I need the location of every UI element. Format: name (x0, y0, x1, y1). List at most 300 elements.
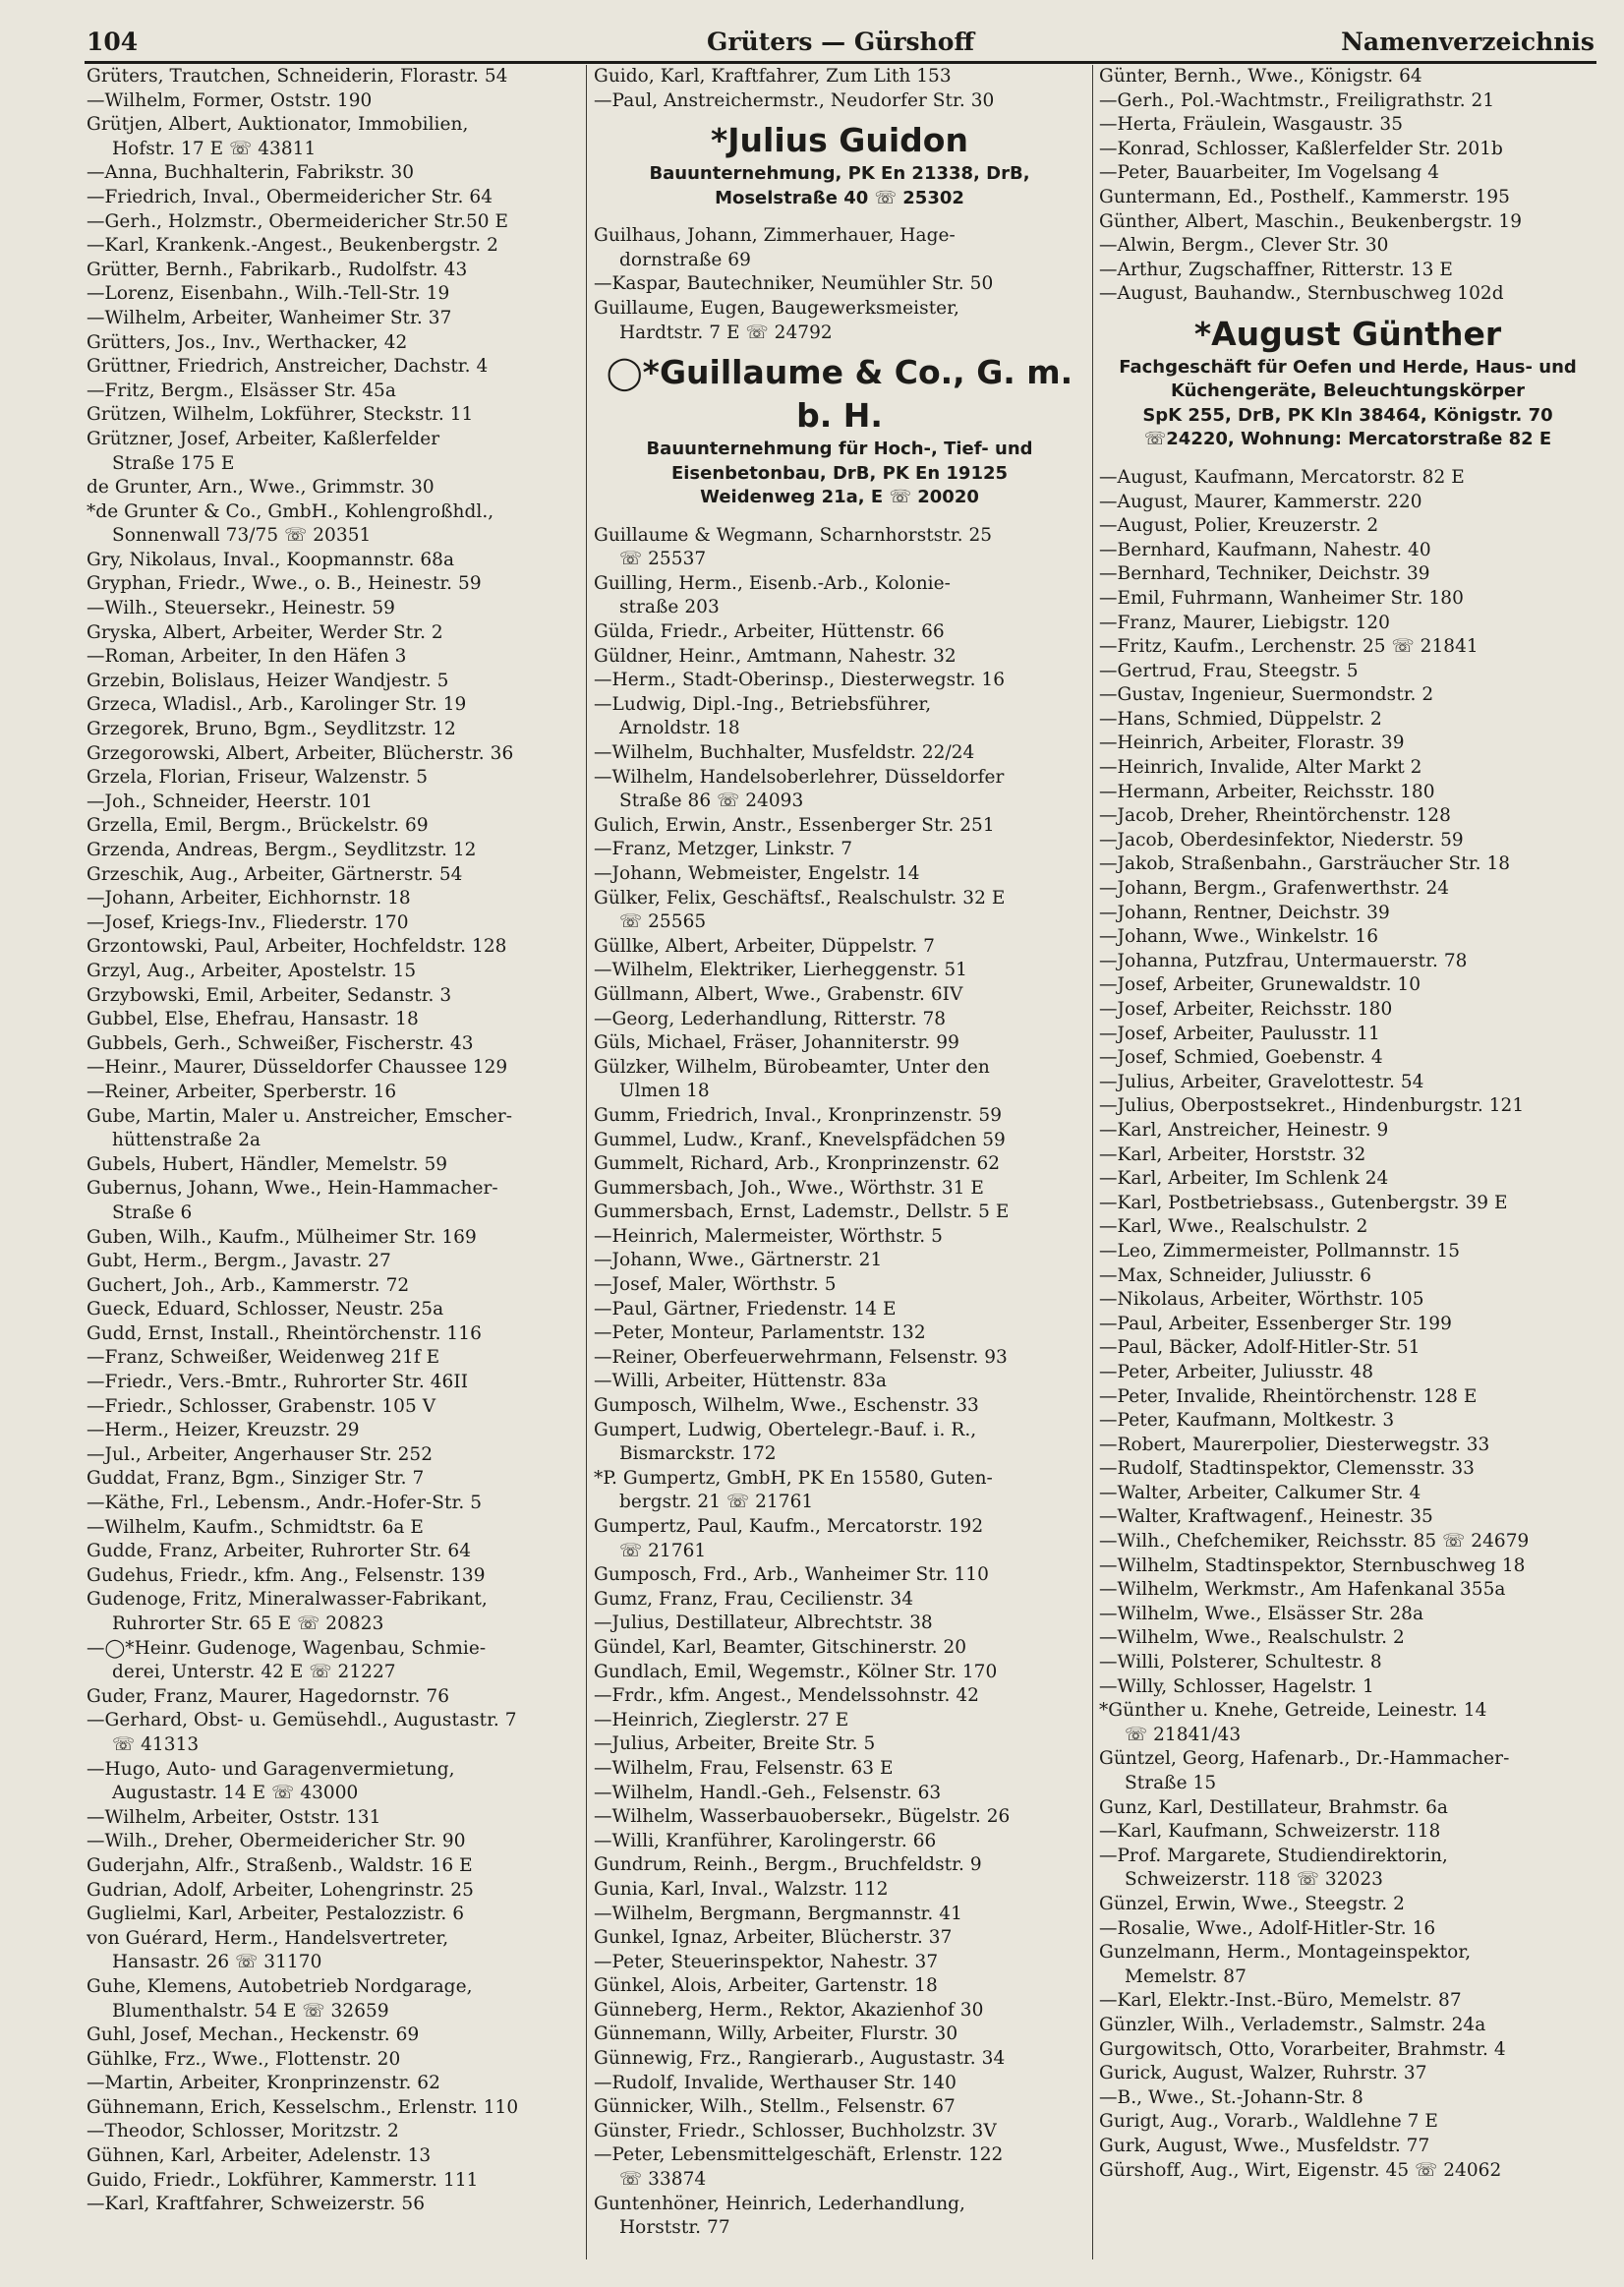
entry-line: —◯*Heinr. Gudenoge, Wagenbau, Schmie- (87, 1637, 487, 1659)
entry-line: —Paul, Arbeiter, Essenberger Str. 199 (1099, 1313, 1452, 1334)
directory-entry (594, 2193, 1085, 2241)
entry-line: —Georg, Lederhandlung, Ritterstr. 78 (594, 1008, 947, 1029)
directory-entry (1099, 1215, 1596, 1240)
entry-line: Grzegorowski, Albert, Arbeiter, Blücherstr. 36 (87, 742, 514, 764)
directory-entry (87, 645, 578, 670)
entry-line: —Wilhelm, Former, Oststr. 190 (87, 89, 373, 111)
entry-line: —Wilhelm, Handl.-Geh., Felsenstr. 63 (594, 1782, 942, 1803)
entry-line: —Karl, Wwe., Realschulstr. 2 (1099, 1216, 1368, 1238)
directory-entry (1099, 89, 1596, 114)
entry-line: Günther, Albert, Maschin., Beukenbergstr. 19 (1099, 210, 1523, 232)
directory-entry (1099, 829, 1596, 853)
directory-entry (87, 887, 578, 911)
directory-entry (1099, 1071, 1596, 1095)
directory-entry (1099, 1917, 1596, 1942)
entry-continuation: Straße 86 ☏ 24093 (619, 791, 804, 812)
advertisement (594, 113, 1085, 224)
entry-line: —Wilhelm, Kaufm., Schmidtstr. 6a E (87, 1516, 424, 1538)
entry-line: *de Grunter & Co., GmbH., Kohlengroßhdl., (87, 500, 494, 522)
directory-entry (87, 766, 578, 791)
directory-entry (594, 524, 1085, 572)
directory-entry (1099, 491, 1596, 515)
directory-entry (1099, 1530, 1596, 1554)
directory-entry (1099, 2062, 1596, 2086)
directory-entry (87, 693, 578, 718)
directory-entry (1099, 756, 1596, 781)
directory-entry (594, 814, 1085, 839)
directory-entry (594, 1273, 1085, 1298)
entry-line: Grzella, Emil, Bergm., Brückelstr. 69 (87, 815, 429, 837)
entry-line: —Martin, Arbeiter, Kronprinzenstr. 62 (87, 2073, 440, 2094)
entry-line: Guchert, Joh., Arb., Kammerstr. 72 (87, 1274, 410, 1296)
directory-entry (594, 1588, 1085, 1613)
entry-line: Guhe, Klemens, Autobetrieb Nordgarage, (87, 1975, 473, 1997)
entry-continuation: Straße 175 E (112, 452, 235, 474)
entry-line: —Gerh., Pol.-Wachtmstr., Freiligrathstr. 21 (1099, 89, 1495, 111)
directory-entry (594, 297, 1085, 345)
directory-entry (1099, 1336, 1596, 1361)
directory-entry (1099, 1747, 1596, 1795)
entry-line: Grzyl, Aug., Arbeiter, Apostelstr. 15 (87, 960, 417, 981)
entry-line: —Josef, Kriegs-Inv., Fliederstr. 170 (87, 911, 409, 933)
entry-line: Gubernus, Johann, Wwe., Hein-Hammacher- (87, 1178, 498, 1200)
directory-entry (87, 1322, 578, 1347)
entry-line: Günzel, Erwin, Wwe., Steegstr. 2 (1099, 1893, 1405, 1914)
entry-line: Grzenda, Andreas, Bergm., Seydlitzstr. 12 (87, 840, 477, 860)
directory-entry (1099, 2110, 1596, 2135)
directory-entry (87, 1250, 578, 1274)
entry-line: —Heinrich, Invalide, Alter Markt 2 (1099, 757, 1422, 779)
directory-entry (1099, 1482, 1596, 1506)
directory-entry (594, 1225, 1085, 1250)
entry-line: —Herm., Stadt-Oberinsp., Diesterwegstr. 16 (594, 670, 1006, 691)
entry-continuation: Ruhrorter Str. 65 E ☏ 20823 (112, 1613, 384, 1634)
column-2 (594, 65, 1085, 2277)
entry-line: —Johanna, Putzfrau, Untermauerstr. 78 (1099, 950, 1468, 971)
entry-line: —Karl, Krankenk.-Angest., Beukenbergstr. 2 (87, 235, 498, 257)
entry-line: —Wilh., Chefchemiker, Reichsstr. 85 ☏ 24679 (1099, 1531, 1530, 1553)
entry-line: Gurgowitsch, Otto, Vorarbeiter, Brahmstr. 4 (1099, 2038, 1506, 2060)
entry-line: Gryphan, Friedr., Wwe., o. B., Heinestr. 59 (87, 573, 482, 595)
advertisement-line: Fachgeschäft für Oefen und Herde, Haus- und (1119, 356, 1577, 378)
entry-line: —Herta, Fräulein, Wasgaustr. 35 (1099, 114, 1404, 136)
entry-line: —Wilhelm, Wwe., Realschulstr. 2 (1099, 1627, 1405, 1649)
advertisement-line: Eisenbetonbau, DrB, PK En 19125 (670, 462, 1009, 484)
entry-line: —Käthe, Frl., Lebensm., Andr.-Hofer-Str. 5 (87, 1493, 483, 1514)
directory-entry (87, 1371, 578, 1395)
entry-line: —Karl, Postbetriebsass., Gutenbergstr. 39 E (1099, 1192, 1508, 1213)
entry-line: —Wilhelm, Bergmann, Bergmannstr. 41 (594, 1903, 962, 1924)
entry-line: —Willy, Schlosser, Hagelstr. 1 (1099, 1675, 1374, 1697)
entry-line: —Gerh., Holzmstr., Obermeidericher Str.50 E (87, 210, 509, 232)
entry-line: —Franz, Maurer, Liebigstr. 120 (1099, 612, 1390, 633)
entry-line: —Heinr., Maurer, Düsseldorfer Chaussee 129 (87, 1057, 508, 1079)
entry-continuation: Blumenthalstr. 54 E ☏ 32659 (112, 2000, 389, 2022)
directory-entry (87, 1637, 578, 1685)
name-range: Grüters — Gürshoff (707, 28, 974, 56)
directory-entry (594, 1346, 1085, 1371)
directory-entry (1099, 1626, 1596, 1651)
entry-line: Guilling, Herm., Eisenb.-Arb., Kolonie- (594, 572, 951, 594)
entry-line: —Friedrich, Inval., Obermeidericher Str. 64 (87, 186, 493, 207)
entry-continuation: Hansastr. 26 ☏ 31170 (112, 1952, 322, 1973)
directory-entry (594, 983, 1085, 1008)
entry-line: —B., Wwe., St.-Johann-Str. 8 (1099, 2086, 1363, 2108)
directory-entry (594, 1684, 1085, 1709)
advertisement-line: Bauunternehmung, PK En 21338, DrB, (649, 163, 1030, 185)
directory-entry (87, 1443, 578, 1468)
entry-line: —Leo, Zimmermeister, Pollmannstr. 15 (1099, 1240, 1461, 1261)
entry-line: —Johann, Bergm., Grafenwerthstr. 24 (1099, 878, 1450, 900)
entry-line: Gumpert, Ludwig, Obertelegr.-Bauf. i. R., (594, 1419, 977, 1440)
entry-continuation: ☏ 41313 (112, 1733, 200, 1755)
directory-entry (1099, 781, 1596, 805)
directory-entry (87, 718, 578, 742)
directory-entry (594, 2120, 1085, 2144)
directory-entry (1099, 635, 1596, 660)
directory-entry (87, 2193, 578, 2217)
directory-entry (87, 1467, 578, 1492)
directory-entry (87, 1056, 578, 1081)
entry-line: —Jacob, Dreher, Rheintörchenstr. 128 (1099, 805, 1451, 827)
directory-entry (594, 1757, 1085, 1782)
entry-line: —Josef, Arbeiter, Grunewaldstr. 10 (1099, 974, 1421, 996)
directory-entry (594, 1370, 1085, 1394)
directory-entry (87, 1395, 578, 1420)
directory-entry (1099, 1578, 1596, 1603)
entry-line: —Frdr., kfm. Angest., Mendelssohnstr. 42 (594, 1685, 979, 1707)
entry-line: —Alwin, Bergm., Clever Str. 30 (1099, 235, 1389, 257)
directory-entry (1099, 1167, 1596, 1192)
directory-entry (594, 741, 1085, 766)
directory-entry (87, 911, 578, 936)
entry-continuation: hüttenstraße 2a (112, 1130, 261, 1151)
directory-entry (87, 113, 578, 161)
entry-line: Gummel, Ludw., Kranf., Knevelspfädchen 59 (594, 1129, 1006, 1150)
directory-entry (1099, 1603, 1596, 1627)
directory-entry (594, 1177, 1085, 1202)
entry-line: Grzegorek, Bruno, Bgm., Seydlitzstr. 12 (87, 719, 456, 740)
entry-line: —Wilh., Dreher, Obermeidericher Str. 90 (87, 1831, 466, 1852)
directory-entry (594, 620, 1085, 645)
entry-line: Günneberg, Herm., Rektor, Akazienhof 30 (594, 1999, 984, 2021)
directory-entry (1099, 539, 1596, 563)
directory-entry (1099, 950, 1596, 974)
directory-entry (87, 1081, 578, 1105)
directory-entry (594, 1951, 1085, 1975)
directory-entry (1099, 1240, 1596, 1264)
directory-entry (1099, 973, 1596, 998)
entry-line: —Wilh., Steuersekr., Heinestr. 59 (87, 598, 395, 619)
directory-entry (1099, 1796, 1596, 1821)
advertisement-line: SpK 255, DrB, PK Kln 38464, Königstr. 70 (1142, 404, 1553, 426)
directory-entry (594, 1878, 1085, 1903)
directory-entry (87, 1975, 578, 2023)
directory-entry (87, 1153, 578, 1178)
directory-entry (87, 1492, 578, 1516)
directory-entry (1099, 1651, 1596, 1675)
advertisement-name: *Julius Guidon (711, 121, 968, 160)
directory-entry (1099, 1288, 1596, 1313)
directory-entry (87, 428, 578, 476)
entry-line: —Rudolf, Stadtinspektor, Clemensstr. 33 (1099, 1458, 1475, 1480)
entry-continuation: ☏ 21841/43 (1125, 1724, 1242, 1745)
directory-entry (594, 1732, 1085, 1757)
directory-entry (594, 1709, 1085, 1733)
entry-line: —Johann, Wwe., Gärtnerstr. 21 (594, 1250, 883, 1271)
column-divider (586, 65, 587, 2259)
entry-line: Gubels, Hubert, Händler, Memelstr. 59 (87, 1153, 448, 1175)
entry-line: —August, Kaufmann, Mercatorstr. 82 E (1099, 466, 1465, 488)
entry-line: —Bernhard, Kaufmann, Nahestr. 40 (1099, 539, 1431, 560)
directory-entry (594, 1298, 1085, 1322)
entry-line: —Hans, Schmied, Düppelstr. 2 (1099, 708, 1382, 730)
entry-line: —Walter, Kraftwagenf., Heinestr. 35 (1099, 1506, 1433, 1528)
directory-entry (87, 500, 578, 549)
entry-line: Günter, Bernh., Wwe., Königstr. 64 (1099, 66, 1422, 87)
directory-entry (594, 1056, 1085, 1104)
entry-line: —Karl, Arbeiter, Horststr. 32 (1099, 1144, 1366, 1165)
entry-line: Güls, Michael, Fräser, Johanniterstr. 99 (594, 1032, 959, 1054)
entry-line: —Konrad, Schlosser, Kaßlerfelder Str. 201b (1099, 138, 1503, 159)
entry-line: —Julius, Destillateur, Albrechtstr. 38 (594, 1613, 933, 1634)
directory-entry (87, 331, 578, 356)
entry-line: Gurk, August, Wwe., Musfeldstr. 77 (1099, 2135, 1430, 2156)
entry-line: —Peter, Steuerinspektor, Nahestr. 37 (594, 1951, 939, 1972)
directory-entry (594, 645, 1085, 670)
entry-line: —Jakob, Straßenbahn., Garsträucher Str. 18 (1099, 853, 1511, 875)
entry-line: Günnemann, Willy, Arbeiter, Flurstr. 30 (594, 2023, 958, 2045)
directory-entry (594, 1636, 1085, 1661)
directory-entry (1099, 1457, 1596, 1482)
entry-line: —Karl, Anstreicher, Heinestr. 9 (1099, 1119, 1389, 1141)
entry-line: —August, Polier, Kreuzerstr. 2 (1099, 515, 1379, 537)
entry-line: Grzontowski, Paul, Arbeiter, Hochfeldstr. 128 (87, 936, 507, 958)
entry-line: —Willi, Kranführer, Karolingerstr. 66 (594, 1830, 937, 1851)
entry-line: —Paul, Gärtner, Friedenstr. 14 E (594, 1298, 897, 1319)
directory-entry (594, 935, 1085, 960)
directory-entry (1099, 1264, 1596, 1289)
directory-entry (87, 1032, 578, 1057)
entry-line: Grützen, Wilhelm, Lokführer, Steckstr. 11 (87, 404, 474, 426)
page-header (87, 28, 1595, 63)
entry-line: —Josef, Arbeiter, Reichsstr. 180 (1099, 999, 1393, 1020)
directory-entry (87, 814, 578, 839)
directory-entry (87, 572, 578, 597)
directory-entry (594, 572, 1085, 620)
entry-line: —Peter, Bauarbeiter, Im Vogelsang 4 (1099, 162, 1440, 184)
entry-continuation: Straße 15 (1125, 1773, 1217, 1793)
directory-entry (1099, 925, 1596, 950)
entry-line: Grzybowski, Emil, Arbeiter, Sedanstr. 3 (87, 984, 452, 1006)
directory-entry (594, 1419, 1085, 1467)
entry-line: —Wilhelm, Wasserbauobersekr., Bügelstr. 26 (594, 1806, 1011, 1828)
entry-line: Guglielmi, Karl, Arbeiter, Pestalozzistr. 6 (87, 1904, 465, 1925)
entry-line: —Gerhard, Obst- u. Gemüsehdl., Augustastr. 7 (87, 1710, 517, 1731)
directory-entry (594, 2072, 1085, 2096)
entry-continuation: Horststr. 77 (619, 2217, 730, 2239)
directory-entry (594, 224, 1085, 272)
directory-entry (1099, 998, 1596, 1023)
entry-line: Gudrian, Adolf, Arbeiter, Lohengrinstr. 25 (87, 1879, 474, 1901)
directory-entry (1099, 1409, 1596, 1434)
entry-line: Gumpertz, Paul, Kaufm., Mercatorstr. 192 (594, 1516, 984, 1537)
entry-line: —Peter, Kaufmann, Moltkestr. 3 (1099, 1410, 1395, 1432)
entry-line: —Nikolaus, Arbeiter, Wörthstr. 105 (1099, 1289, 1424, 1311)
advertisement (1099, 307, 1596, 466)
directory-entry (87, 2169, 578, 2194)
entry-line: Gry, Nikolaus, Inval., Koopmannstr. 68a (87, 549, 455, 570)
entry-line: —Reiner, Arbeiter, Sperberstr. 16 (87, 1081, 397, 1102)
entry-line: —Hermann, Arbeiter, Reichsstr. 180 (1099, 781, 1435, 802)
column-divider (1092, 65, 1093, 2259)
entry-line: —Julius, Arbeiter, Gravelottestr. 54 (1099, 1071, 1424, 1092)
directory-entry (1099, 1675, 1596, 1700)
directory-entry (1099, 138, 1596, 162)
directory-entry (1099, 1023, 1596, 1047)
entry-line: Gummelt, Richard, Arb., Kronprinzenstr. 62 (594, 1153, 1001, 1175)
directory-entry (594, 1008, 1085, 1032)
entry-line: —Willi, Polsterer, Schultestr. 8 (1099, 1652, 1382, 1673)
directory-entry (1099, 1434, 1596, 1458)
directory-entry (1099, 804, 1596, 829)
directory-entry (87, 1758, 578, 1806)
entry-line: —Paul, Bäcker, Adolf-Hitler-Str. 51 (1099, 1337, 1421, 1359)
entry-line: —Friedr., Vers.-Bmtr., Ruhrorter Str. 46II (87, 1372, 469, 1393)
directory-entry (594, 1321, 1085, 1346)
directory-entry (87, 549, 578, 573)
entry-line: —Wilhelm, Werkmstr., Am Hafenkanal 355a (1099, 1579, 1506, 1601)
directory-entry (87, 621, 578, 646)
directory-entry (1099, 282, 1596, 307)
directory-entry (87, 259, 578, 283)
directory-entry (594, 272, 1085, 297)
entry-line: Gülker, Felix, Geschäftsf., Realschulstr. 32 E (594, 887, 1006, 909)
entry-line: —Reiner, Oberfeuerwehrmann, Felsenstr. 93 (594, 1346, 1008, 1368)
entry-line: —Kaspar, Bautechniker, Neumühler Str. 50 (594, 273, 994, 295)
column-1 (87, 65, 578, 2277)
entry-line: —Max, Schneider, Juliusstr. 6 (1099, 1264, 1372, 1286)
directory-entry (87, 1226, 578, 1251)
advertisement-line: ☏24220, Wohnung: Mercatorstraße 82 E (1143, 429, 1552, 450)
entry-line: —Wilhelm, Arbeiter, Wanheimer Str. 37 (87, 307, 452, 328)
directory-entry (87, 2144, 578, 2169)
advertisement-line: Moselstraße 40 ☏ 25302 (715, 187, 964, 208)
directory-entry (87, 476, 578, 500)
entry-continuation: ☏ 33874 (619, 2169, 707, 2191)
entry-line: Grütters, Jos., Inv., Werthacker, 42 (87, 331, 408, 353)
entry-continuation: Hardtstr. 7 E ☏ 24792 (619, 322, 833, 343)
directory-entry (1099, 1845, 1596, 1893)
directory-entry (87, 2120, 578, 2144)
entry-line: —Franz, Metzger, Linkstr. 7 (594, 839, 853, 860)
advertisement-line: Weidenweg 21a, E ☏ 20020 (700, 487, 979, 508)
entry-line: Güllmann, Albert, Wwe., Grabenstr. 6IV (594, 983, 963, 1005)
entry-line: Günster, Friedr., Schlosser, Buchholzstr. 3V (594, 2120, 997, 2141)
directory-entry (87, 1588, 578, 1636)
entry-line: Grzeca, Wladisl., Arb., Karolinger Str. 19 (87, 694, 467, 716)
entry-line: Günkel, Alois, Arbeiter, Gartenstr. 18 (594, 1975, 938, 1997)
directory-entry (594, 1201, 1085, 1225)
directory-entry (87, 984, 578, 1009)
entry-continuation: ☏ 25565 (619, 911, 707, 933)
entry-continuation: derei, Unterstr. 42 E ☏ 21227 (112, 1662, 396, 1683)
entry-line: Gunzelmann, Herm., Montageinspektor, (1099, 1942, 1472, 1964)
entry-line: Gühlke, Frz., Wwe., Flottenstr. 20 (87, 2048, 401, 2070)
entry-line: Gühnen, Karl, Arbeiter, Adelenstr. 13 (87, 2145, 432, 2167)
entry-line: Guillaume, Eugen, Baugewerksmeister, (594, 297, 959, 319)
entry-line: —Willi, Arbeiter, Hüttenstr. 83a (594, 1371, 887, 1392)
entry-line: Grüters, Trautchen, Schneiderin, Florastr. 54 (87, 66, 508, 87)
entry-line: —Heinrich, Malermeister, Wörthstr. 5 (594, 1225, 943, 1247)
directory-entry (87, 2023, 578, 2048)
entry-line: —Fritz, Kaufm., Lerchenstr. 25 ☏ 21841 (1099, 636, 1479, 658)
directory-entry (594, 1782, 1085, 1806)
entry-line: *P. Gumpertz, GmbH, PK En 15580, Guten- (594, 1467, 993, 1489)
directory-entry (1099, 1554, 1596, 1579)
directory-entry (594, 1999, 1085, 2023)
entry-line: Güntzel, Georg, Hafenarb., Dr.-Hammacher- (1099, 1748, 1510, 1770)
directory-entry (594, 693, 1085, 741)
entry-line: Guddat, Franz, Bgm., Sinziger Str. 7 (87, 1468, 425, 1490)
directory-entry (594, 1515, 1085, 1563)
entry-line: Gummersbach, Joh., Wwe., Wörthstr. 31 E (594, 1177, 984, 1199)
directory-entry (1099, 902, 1596, 926)
entry-continuation: ☏ 25537 (619, 549, 707, 570)
entry-line: Güldner, Heinr., Amtmann, Nahestr. 32 (594, 645, 957, 667)
directory-entry (1099, 1941, 1596, 1989)
entry-line: —Lorenz, Eisenbahn., Wilh.-Tell-Str. 19 (87, 283, 450, 305)
directory-entry (594, 1612, 1085, 1636)
entry-continuation: straße 203 (619, 597, 720, 618)
directory-entry (87, 210, 578, 235)
entry-line: *Günther u. Knehe, Getreide, Leinestr. 14 (1099, 1700, 1487, 1722)
entry-line: Günzler, Wilh., Verlademstr., Salmstr. 24a (1099, 2014, 1486, 2035)
directory-entry (1099, 113, 1596, 138)
directory-entry (594, 838, 1085, 862)
entry-line: Gundlach, Emil, Wegemstr., Kölner Str. 170 (594, 1661, 998, 1682)
page-number: 104 (87, 28, 139, 56)
entry-line: Guntenhöner, Heinrich, Lederhandlung, (594, 2193, 965, 2214)
entry-line: Grzela, Florian, Friseur, Walzenstr. 5 (87, 767, 429, 789)
directory-entry (87, 1177, 578, 1225)
directory-entry (594, 862, 1085, 887)
directory-entry (87, 670, 578, 694)
entry-line: Gudenoge, Fritz, Mineralwasser-Fabrikant, (87, 1589, 488, 1611)
entry-line: Grützner, Josef, Arbeiter, Kaßlerfelder (87, 428, 440, 449)
directory-entry (87, 161, 578, 186)
directory-entry (87, 355, 578, 380)
directory-entry (87, 1854, 578, 1879)
directory-entry (1099, 466, 1596, 491)
entry-line: Gülzker, Wilhelm, Bürobeamter, Unter den (594, 1056, 990, 1078)
directory-entry (1099, 259, 1596, 283)
directory-entry (1099, 1699, 1596, 1747)
advertisement (594, 345, 1085, 524)
directory-entry (1099, 65, 1596, 89)
directory-entry (594, 1853, 1085, 1878)
entry-line: —Wilhelm, Arbeiter, Oststr. 131 (87, 1806, 381, 1828)
directory-entry (87, 380, 578, 404)
directory-entry (1099, 1820, 1596, 1845)
entry-line: —Karl, Kraftfahrer, Schweizerstr. 56 (87, 2194, 426, 2215)
entry-line: de Grunter, Arn., Wwe., Grimmstr. 30 (87, 477, 435, 498)
directory-entry (87, 2072, 578, 2096)
entry-continuation: bergstr. 21 ☏ 21761 (619, 1492, 814, 1513)
directory-entry (87, 1298, 578, 1322)
directory-entry (87, 1008, 578, 1032)
entry-line: —Wilhelm, Wwe., Elsässer Str. 28a (1099, 1603, 1424, 1624)
